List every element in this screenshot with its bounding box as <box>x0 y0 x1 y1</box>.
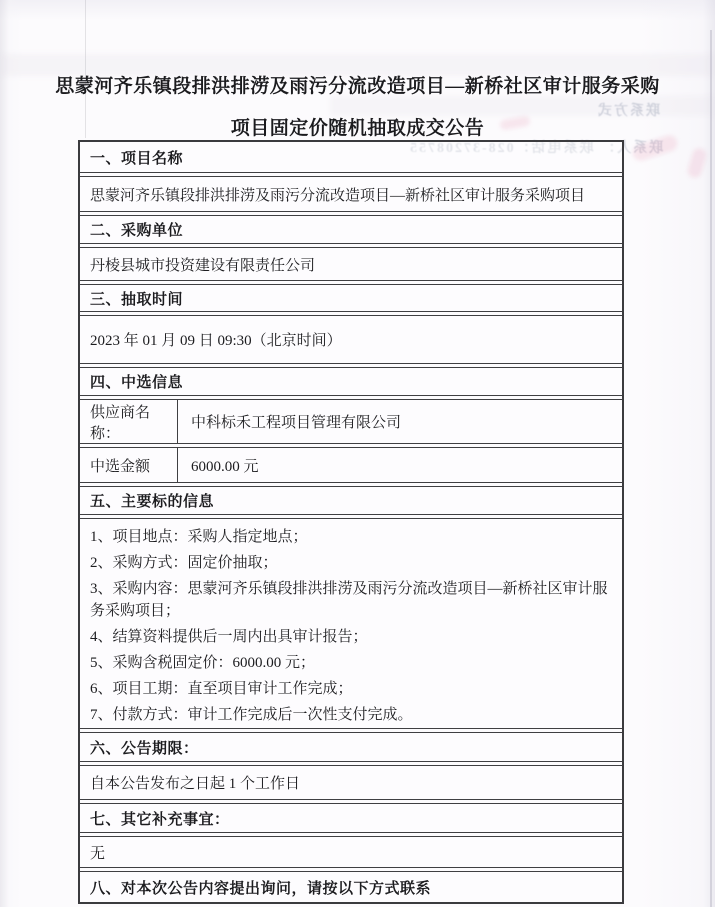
award-amount-value: 6000.00 元 <box>191 458 259 475</box>
document-title-line1: 思蒙河齐乐镇段排洪排涝及雨污分流改造项目—新桥社区审计服务采购 <box>55 76 660 97</box>
list-item: 3、采购内容：思蒙河齐乐镇段排洪排涝及雨污分流改造项目—新桥社区审计服务采购项目； <box>90 581 608 619</box>
section-header-project-name: 一、项目名称 <box>80 142 622 173</box>
section-header-contact: 八、对本次公告内容提出询问，请按以下方式联系 <box>80 871 622 902</box>
supplier-label: 供应商名称： <box>80 400 178 443</box>
section-header-subject-info: 五、主要标的信息 <box>80 486 622 515</box>
draw-time-value: 2023 年 01 月 09 日 09:30（北京时间） <box>80 315 622 364</box>
section-header-supplement: 七、其它补充事宜： <box>80 803 622 833</box>
bleedthrough-text: 联系方式 <box>596 104 660 119</box>
list-item: 2、采购方式：固定价抽取； <box>90 555 278 571</box>
supplement-value: 无 <box>80 836 622 868</box>
supplier-row <box>80 399 622 444</box>
list-item: 4、结算资料提供后一周内出具审计报告； <box>90 629 368 645</box>
notice-period-value: 自本公告发布之日起 1 个工作日 <box>80 765 622 800</box>
section-header-purchaser: 二、采购单位 <box>80 215 622 244</box>
section-header-winner-info: 四、中选信息 <box>80 367 622 396</box>
list-item: 7、付款方式：审计工作完成后一次性支付完成。 <box>90 707 413 723</box>
subject-info-list <box>80 518 622 729</box>
announcement-table <box>78 140 624 904</box>
section-header-notice-period: 六、公告期限： <box>80 732 622 762</box>
award-amount-label: 中选金额 <box>80 448 178 482</box>
award-amount-row <box>80 447 622 483</box>
stamp-mark <box>686 147 708 180</box>
purchaser-value: 丹棱县城市投资建设有限责任公司 <box>80 247 622 281</box>
section-header-draw-time: 三、抽取时间 <box>80 284 622 312</box>
list-item: 6、项目工期：直至项目审计工作完成； <box>90 681 353 697</box>
document-title-line2: 项目固定价随机抽取成交公告 <box>230 118 485 139</box>
supplier-value: 中科标禾工程项目管理有限公司 <box>191 415 402 431</box>
bleedthrough-text: 联系人： 联系电话：028-37208755 <box>407 141 663 156</box>
page-edge-line <box>710 30 712 907</box>
list-item: 1、项目地点：采购人指定地点； <box>90 529 308 545</box>
project-name-value: 思蒙河齐乐镇段排洪排涝及雨污分流改造项目—新桥社区审计服务采购项目 <box>80 176 622 212</box>
list-item: 5、采购含税固定价：6000.00 元； <box>90 655 316 671</box>
